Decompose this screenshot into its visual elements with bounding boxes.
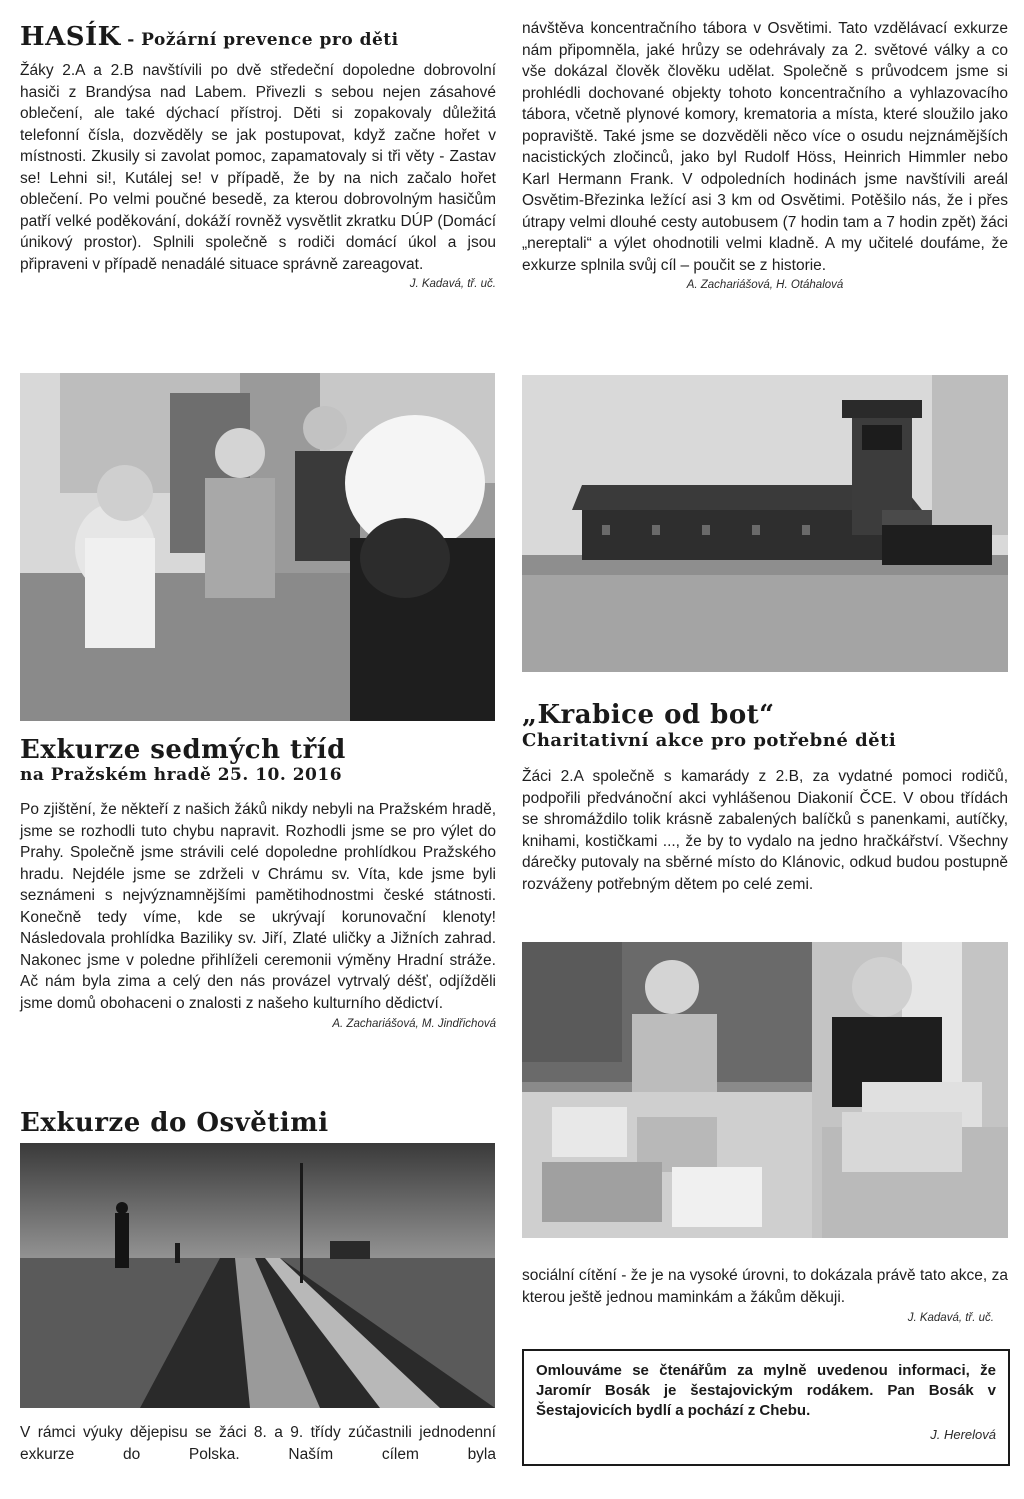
hasik-title	[20, 22, 496, 52]
osvetim-article	[20, 1108, 496, 1138]
krabice-title: „Krabice od bot“	[522, 700, 775, 730]
osvetim-continued-signature: A. Zachariášová, H. Otáhalová	[686, 279, 844, 291]
osvetim-text: V rámci výuky dějepisu se žáci 8. a 9. třídy zúčastnili jednodenní exkurze do Polska. Naším cílem byla	[20, 1424, 496, 1463]
osvetim-continued-text: návštěva koncentračního tábora v Osvětimi. Tato vzdělávací exkurze nám připomněla, jaké hrůzy se odehrávaly za 2. světové války a co vše dokázal člověk člověku udělat. Společně s průvodcem jsme si prohlédli dochované objekty tohoto koncentračního a vyhlazovacího tábora, včetně plynové komory, krematoria a místa, které sloužilo jako popraviště. Také jsme se dozvěděli něco více o osudu nejznámějších nacistických zločinců, jako byl Rudolf Höss, Heinrich Himmler nebo Karl Hermann Frank. V odpoledních hodinách jsme navštívili areál Osvětim-Březinka ležící asi 3 km od Osvětimi. Potěšilo nás, že i přes útrapy velmi dlouhé cesty autobusem (7 hodin tam a 7 hodin zpět) žáci „nereptali“ a výlet ohodnotili velmi kladně. A my učitelé doufáme, že exkurze splnila svůj cíl – poučit se z historie.	[522, 20, 1008, 274]
notice-text: Omlouváme se čtenářům za mylně uvedenou informaci, že Jaromír Bosák je šestajovickým rodákem. Pan Bosák v Šestajovicích bydlí a pochází z Chebu.	[536, 1362, 996, 1419]
osvetim-continued	[522, 18, 1008, 293]
sedme-tridy-subtitle: na Pražském hradě 25. 10. 2016	[20, 765, 343, 785]
hasik-title-main: HASÍK	[20, 22, 121, 52]
krabice-continued	[522, 1265, 1008, 1326]
hasik-text: Žáky 2.A a 2.B navštívili po dvě středeční dopoledne dobrovolní hasiči z Brandýsa nad Labem. Přivezli s sebou nejen zásahové oblečení, ale také dýchací přístroj. Děti si zopakovaly důležitá telefonní čísla, dozvěděly se jak postupovat, když začne hořet v místnosti. Zkusily si zavolat pomoc, zapamatovaly si tři věty - Zastav se! Lehni si!, Kutálej se! v případě, že by na nich začalo hořet oblečení. Po velmi poučné besedě, za kterou dobrovolným hasičům patří velké poděkování, dokáží rovněž vysvětlit zkratku DÚP (Domácí únikový prostor). Splnili společně s rodiči domácí úkol a jsou připraveni v případě nenadálé situace správně zareagovat.	[20, 62, 496, 273]
krabice-subtitle: Charitativní akce pro potřebné děti	[522, 730, 897, 751]
krabice-signature: J. Kadavá, tř. uč.	[907, 1312, 994, 1324]
sedme-tridy-article	[20, 735, 496, 1032]
hasik-signature: J. Kadavá, tř. uč.	[409, 278, 496, 290]
notice-signature: J. Herelová	[930, 1427, 996, 1442]
gifts-photo	[522, 942, 1008, 1238]
sedme-tridy-title: Exkurze sedmých tříd	[20, 735, 346, 765]
correction-notice	[522, 1349, 1010, 1466]
osvetim-title: Exkurze do Osvětimi	[20, 1108, 329, 1138]
hasik-article	[20, 22, 496, 292]
krabice-text2: sociální cítění - že je na vysoké úrovni, to dokázala právě tato akce, za kterou ještě jednou maminkám a žákům děkuji.	[522, 1267, 1008, 1306]
firefighter-photo	[20, 373, 495, 721]
osvetim-text-block	[20, 1422, 496, 1465]
krabice-text: Žáci 2.A společně s kamarády z 2.B, za vydatné pomoci rodičů, podpořili předvánoční akci vyhlášenou Diakonií ČCE. V obou třídách se shromáždilo tolik krásně zabalených balíčků s panenkami, autíčky, knihami, kostičkami ..., že by to vydalo na jedno hračkářství. Všechny dárečky putovaly na sběrné místo do Klánovic, odkud budou postupně rozváženy potřebným dětem po celé zemi.	[522, 768, 1008, 893]
krabice-article	[522, 700, 1008, 895]
barracks-photo	[522, 375, 1008, 672]
hasik-title-rest: - Požární prevence pro děti	[120, 30, 399, 50]
railway-photo	[20, 1143, 495, 1408]
sedme-tridy-signature: A. Zachariášová, M. Jindřichová	[332, 1018, 496, 1030]
sedme-tridy-text: Po zjištění, že někteří z našich žáků nikdy nebyli na Pražském hradě, jsme se rozhodli tuto chybu napravit. Rozhodli jsme se pro výlet do Prahy. Společně jsme strávili celé dopoledne prohlídkou Pražského hradu. Nejdéle jsme se zdrželi v Chrámu sv. Víta, kde jsme byli seznámeni s nejvýznamnějšími pamětihodnostmi české státnosti. Konečně tedy víme, kde se ukrývají korunovační klenoty! Následovala prohlídka Baziliky sv. Jiří, Zlaté uličky a Jižních zahrad. Nakonec jsme v poledne přihlíželi ceremonii výměny Hradní stráže. Ač nám byla zima a celý den nás provázel vytrvalý déšť, odjížděli jsme domů obohaceni o znalosti z našeho kulturního dědictví.	[20, 801, 496, 1012]
